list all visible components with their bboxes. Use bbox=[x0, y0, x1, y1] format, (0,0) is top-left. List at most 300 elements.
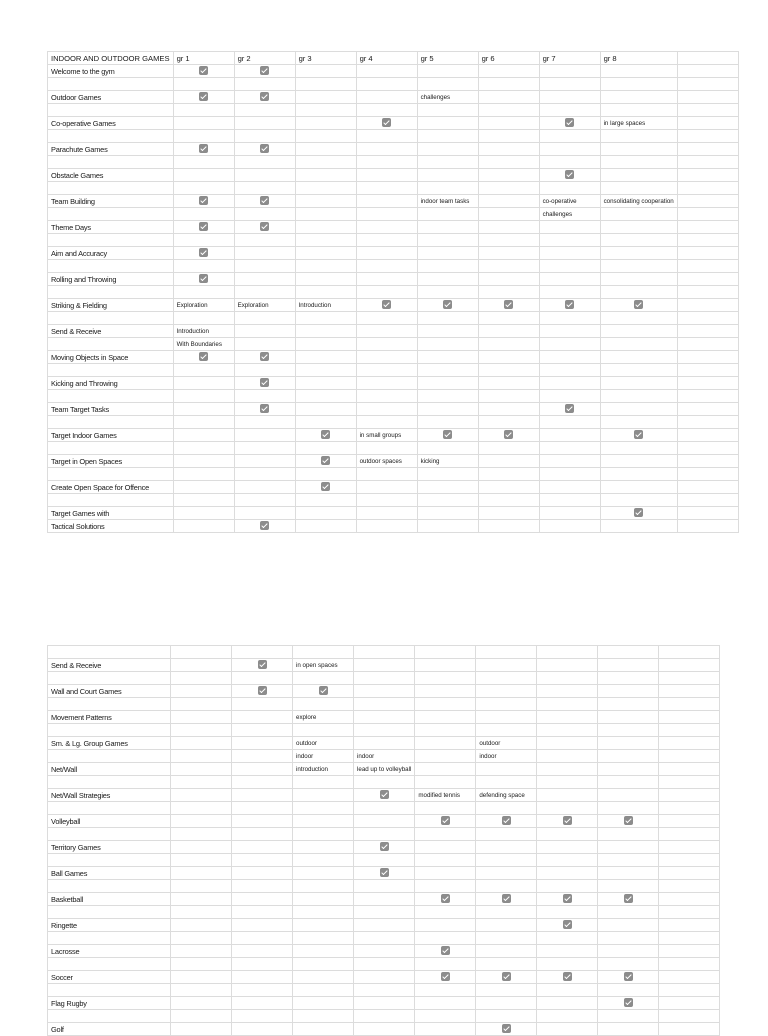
grade-cell bbox=[598, 802, 659, 815]
grade-cell bbox=[659, 659, 720, 672]
grade-cell bbox=[598, 685, 659, 698]
grade-cell bbox=[356, 78, 417, 91]
grade-cell bbox=[356, 104, 417, 117]
activity-name-cell: Sm. & Lg. Group Games bbox=[48, 737, 171, 750]
grade-cell bbox=[234, 455, 295, 468]
grade-cell: in open spaces bbox=[293, 659, 354, 672]
grade-cell: lead up to volleyball bbox=[354, 763, 415, 776]
grade-cell bbox=[476, 971, 537, 984]
activity-name-cell: Theme Days bbox=[48, 221, 174, 234]
grade-cell bbox=[415, 815, 476, 828]
grade-cell bbox=[232, 958, 293, 971]
grade-cell bbox=[600, 273, 677, 286]
grade-cell bbox=[295, 195, 356, 208]
table-row bbox=[48, 117, 739, 130]
grade-cell bbox=[478, 195, 539, 208]
grade-cell bbox=[356, 143, 417, 156]
grade-cell bbox=[171, 958, 232, 971]
grade-cell bbox=[356, 130, 417, 143]
table-row bbox=[48, 234, 739, 247]
column-header-gr2: gr 2 bbox=[234, 52, 295, 65]
grade-cell bbox=[677, 221, 738, 234]
table-row bbox=[48, 325, 739, 338]
grade-cell bbox=[537, 841, 598, 854]
grade-cell bbox=[478, 78, 539, 91]
column-header-gr1: gr 1 bbox=[173, 52, 234, 65]
grade-cell bbox=[171, 906, 232, 919]
activity-name-cell: Outdoor Games bbox=[48, 91, 174, 104]
grade-cell bbox=[295, 143, 356, 156]
grade-cell bbox=[295, 260, 356, 273]
activity-name-cell: Parachute Games bbox=[48, 143, 174, 156]
grade-cell bbox=[677, 195, 738, 208]
grade-cell bbox=[478, 520, 539, 533]
grade-cell bbox=[478, 468, 539, 481]
table-row bbox=[48, 416, 739, 429]
grade-cell bbox=[234, 481, 295, 494]
grade-cell bbox=[173, 494, 234, 507]
grade-cell bbox=[417, 442, 478, 455]
grade-cell: explore bbox=[293, 711, 354, 724]
table-row bbox=[48, 260, 739, 273]
grade-cell bbox=[295, 208, 356, 221]
grade-cell bbox=[295, 494, 356, 507]
table-row bbox=[48, 351, 739, 364]
grade-cell bbox=[476, 880, 537, 893]
grade-cell bbox=[415, 880, 476, 893]
grade-cell bbox=[659, 932, 720, 945]
table-row bbox=[48, 338, 739, 351]
grade-cell bbox=[659, 854, 720, 867]
grade-cell bbox=[354, 867, 415, 880]
grade-cell bbox=[232, 932, 293, 945]
grade-cell bbox=[293, 789, 354, 802]
grade-cell bbox=[234, 364, 295, 377]
grade-cell bbox=[539, 429, 600, 442]
checkbox-checked-icon bbox=[634, 300, 643, 309]
grade-cell bbox=[295, 273, 356, 286]
activity-name-cell: Movement Patterns bbox=[48, 711, 171, 724]
checkbox-checked-icon bbox=[502, 1024, 511, 1033]
checkbox-checked-icon bbox=[260, 378, 269, 387]
grade-cell bbox=[417, 182, 478, 195]
grade-cell: challenges bbox=[417, 91, 478, 104]
grade-cell bbox=[539, 260, 600, 273]
checkbox-checked-icon bbox=[380, 868, 389, 877]
grade-cell bbox=[478, 390, 539, 403]
grade-cell: in large spaces bbox=[600, 117, 677, 130]
grade-cell bbox=[677, 507, 738, 520]
activity-name-cell bbox=[48, 286, 174, 299]
checkbox-checked-icon bbox=[199, 222, 208, 231]
checkbox-checked-icon bbox=[321, 482, 330, 491]
grade-cell bbox=[232, 1010, 293, 1023]
grade-cell bbox=[354, 997, 415, 1010]
grade-cell bbox=[478, 507, 539, 520]
table-row bbox=[48, 737, 720, 750]
grade-cell bbox=[478, 338, 539, 351]
table-row bbox=[48, 945, 720, 958]
grade-cell bbox=[677, 91, 738, 104]
checkbox-checked-icon bbox=[441, 894, 450, 903]
checkbox-checked-icon bbox=[258, 686, 267, 695]
grade-cell bbox=[537, 828, 598, 841]
table-row bbox=[48, 455, 739, 468]
table-row bbox=[48, 429, 739, 442]
grade-cell bbox=[415, 997, 476, 1010]
grade-cell bbox=[234, 377, 295, 390]
table-row bbox=[48, 494, 739, 507]
table-row bbox=[48, 91, 739, 104]
grade-cell bbox=[539, 377, 600, 390]
grade-cell bbox=[539, 338, 600, 351]
grade-cell bbox=[598, 932, 659, 945]
grade-cell bbox=[415, 906, 476, 919]
grade-cell bbox=[598, 880, 659, 893]
column-header-gr6: gr 6 bbox=[478, 52, 539, 65]
grade-cell bbox=[293, 724, 354, 737]
grade-cell bbox=[232, 737, 293, 750]
checkbox-checked-icon bbox=[199, 248, 208, 257]
grade-cell bbox=[234, 195, 295, 208]
grade-cell bbox=[173, 234, 234, 247]
grade-cell bbox=[354, 919, 415, 932]
activity-name-cell: Target in Open Spaces bbox=[48, 455, 174, 468]
grade-cell bbox=[293, 646, 354, 659]
grade-cell bbox=[171, 841, 232, 854]
grade-cell bbox=[356, 507, 417, 520]
grade-cell bbox=[539, 507, 600, 520]
grade-cell bbox=[356, 260, 417, 273]
grade-cell bbox=[539, 442, 600, 455]
grade-cell bbox=[539, 468, 600, 481]
table-row bbox=[48, 520, 739, 533]
grade-cell bbox=[598, 646, 659, 659]
grade-cell bbox=[659, 828, 720, 841]
activity-name-cell bbox=[48, 260, 174, 273]
grade-cell bbox=[476, 932, 537, 945]
grade-cell bbox=[537, 815, 598, 828]
grade-cell bbox=[293, 971, 354, 984]
grade-cell bbox=[539, 117, 600, 130]
grade-cell bbox=[356, 65, 417, 78]
grade-cell bbox=[354, 932, 415, 945]
table-row bbox=[48, 169, 739, 182]
grade-cell bbox=[537, 724, 598, 737]
grade-cell bbox=[476, 763, 537, 776]
table-row bbox=[48, 880, 720, 893]
grade-cell bbox=[356, 195, 417, 208]
grade-cell bbox=[417, 156, 478, 169]
activity-name-cell bbox=[48, 906, 171, 919]
grade-cell bbox=[537, 997, 598, 1010]
grade-cell bbox=[476, 893, 537, 906]
grade-cell bbox=[539, 130, 600, 143]
grade-cell bbox=[356, 169, 417, 182]
grade-cell bbox=[173, 429, 234, 442]
activity-name-cell bbox=[48, 442, 174, 455]
grade-cell bbox=[234, 416, 295, 429]
grade-cell bbox=[537, 958, 598, 971]
activity-name-cell bbox=[48, 698, 171, 711]
grade-cell bbox=[600, 442, 677, 455]
activity-name-cell bbox=[48, 494, 174, 507]
grade-cell bbox=[659, 906, 720, 919]
grade-cell bbox=[677, 117, 738, 130]
grade-cell bbox=[677, 156, 738, 169]
grade-cell bbox=[677, 377, 738, 390]
grade-cell bbox=[659, 698, 720, 711]
grade-cell bbox=[476, 815, 537, 828]
grade-cell bbox=[415, 659, 476, 672]
grade-cell bbox=[677, 169, 738, 182]
grade-cell bbox=[478, 286, 539, 299]
grade-cell bbox=[598, 984, 659, 997]
checkbox-checked-icon bbox=[565, 300, 574, 309]
grade-cell bbox=[356, 247, 417, 260]
grade-cell bbox=[173, 481, 234, 494]
grade-cell bbox=[232, 815, 293, 828]
grade-cell: consolidating cooperation bbox=[600, 195, 677, 208]
activity-name-cell bbox=[48, 880, 171, 893]
grade-cell bbox=[478, 364, 539, 377]
checkbox-checked-icon bbox=[258, 660, 267, 669]
grade-cell bbox=[354, 971, 415, 984]
grade-cell bbox=[600, 468, 677, 481]
activity-name-cell: Send & Receive bbox=[48, 659, 171, 672]
grade-cell bbox=[232, 672, 293, 685]
grade-cell bbox=[293, 945, 354, 958]
grade-cell bbox=[293, 828, 354, 841]
column-header-gr8: gr 8 bbox=[600, 52, 677, 65]
activity-name-cell: Soccer bbox=[48, 971, 171, 984]
grade-cell bbox=[232, 854, 293, 867]
table-row bbox=[48, 815, 720, 828]
grade-cell bbox=[356, 182, 417, 195]
checkbox-checked-icon bbox=[199, 274, 208, 283]
grade-cell bbox=[539, 104, 600, 117]
grade-cell bbox=[171, 932, 232, 945]
grade-cell bbox=[173, 507, 234, 520]
grade-cell bbox=[598, 919, 659, 932]
grade-cell bbox=[234, 104, 295, 117]
grade-cell bbox=[417, 65, 478, 78]
table-row bbox=[48, 390, 739, 403]
grade-cell bbox=[537, 893, 598, 906]
grade-cell bbox=[478, 299, 539, 312]
grade-cell bbox=[234, 273, 295, 286]
grade-cell bbox=[476, 646, 537, 659]
grade-cell bbox=[293, 854, 354, 867]
grade-cell bbox=[295, 91, 356, 104]
activity-name-cell bbox=[48, 364, 174, 377]
grade-cell bbox=[234, 169, 295, 182]
grade-cell bbox=[295, 182, 356, 195]
grade-cell bbox=[171, 1023, 232, 1036]
grade-cell bbox=[417, 234, 478, 247]
column-header-gr7: gr 7 bbox=[539, 52, 600, 65]
grade-cell bbox=[600, 403, 677, 416]
table-row bbox=[48, 78, 739, 91]
grade-cell bbox=[537, 763, 598, 776]
table-row bbox=[48, 776, 720, 789]
table-row bbox=[48, 195, 739, 208]
table-row bbox=[48, 828, 720, 841]
table-row bbox=[48, 143, 739, 156]
grade-cell bbox=[171, 789, 232, 802]
grade-cell bbox=[356, 442, 417, 455]
grade-cell bbox=[295, 117, 356, 130]
grade-cell bbox=[659, 867, 720, 880]
activity-name-cell bbox=[48, 182, 174, 195]
grade-cell bbox=[173, 143, 234, 156]
checkbox-checked-icon bbox=[260, 521, 269, 530]
grade-cell bbox=[476, 1023, 537, 1036]
grade-cell bbox=[295, 65, 356, 78]
grade-cell bbox=[293, 906, 354, 919]
grade-cell bbox=[295, 169, 356, 182]
table-row bbox=[48, 364, 739, 377]
grade-cell bbox=[234, 325, 295, 338]
grade-cell bbox=[478, 455, 539, 468]
grade-cell bbox=[478, 234, 539, 247]
grade-cell bbox=[415, 802, 476, 815]
grade-cell bbox=[356, 286, 417, 299]
grade-cell bbox=[356, 351, 417, 364]
grade-cell: indoor team tasks bbox=[417, 195, 478, 208]
grade-cell bbox=[295, 377, 356, 390]
grade-cell bbox=[356, 273, 417, 286]
grade-cell bbox=[295, 130, 356, 143]
table-row bbox=[48, 984, 720, 997]
grade-cell bbox=[171, 919, 232, 932]
grade-cell bbox=[295, 286, 356, 299]
checkbox-checked-icon bbox=[624, 894, 633, 903]
grade-cell bbox=[171, 854, 232, 867]
table-row bbox=[48, 247, 739, 260]
grade-cell bbox=[356, 481, 417, 494]
grade-cell bbox=[476, 867, 537, 880]
grade-cell bbox=[354, 1023, 415, 1036]
grade-cell: outdoor bbox=[476, 737, 537, 750]
grade-cell bbox=[598, 1023, 659, 1036]
grade-cell bbox=[171, 945, 232, 958]
grade-cell bbox=[293, 672, 354, 685]
checkbox-checked-icon bbox=[502, 972, 511, 981]
grade-cell: co-operative bbox=[539, 195, 600, 208]
grade-cell bbox=[173, 520, 234, 533]
grade-cell bbox=[600, 520, 677, 533]
grade-cell bbox=[600, 260, 677, 273]
grade-cell bbox=[354, 854, 415, 867]
grade-cell bbox=[598, 958, 659, 971]
grade-cell bbox=[598, 698, 659, 711]
activity-name-cell: Striking & Fielding bbox=[48, 299, 174, 312]
grade-cell bbox=[417, 429, 478, 442]
checkbox-checked-icon bbox=[319, 686, 328, 695]
grade-cell bbox=[476, 828, 537, 841]
grade-cell bbox=[171, 893, 232, 906]
checkbox-checked-icon bbox=[260, 92, 269, 101]
grade-cell bbox=[234, 507, 295, 520]
grade-cell bbox=[356, 156, 417, 169]
checkbox-checked-icon bbox=[260, 404, 269, 413]
grade-cell: indoor bbox=[293, 750, 354, 763]
grade-cell bbox=[415, 711, 476, 724]
table-row bbox=[48, 867, 720, 880]
table-row bbox=[48, 958, 720, 971]
grade-cell bbox=[539, 273, 600, 286]
grade-cell bbox=[173, 364, 234, 377]
grade-cell bbox=[600, 130, 677, 143]
grade-cell bbox=[478, 221, 539, 234]
checkbox-checked-icon bbox=[199, 92, 208, 101]
grade-cell bbox=[677, 455, 738, 468]
grade-cell bbox=[293, 919, 354, 932]
activity-name-cell bbox=[48, 672, 171, 685]
grade-cell bbox=[232, 1023, 293, 1036]
table-row bbox=[48, 698, 720, 711]
grade-cell bbox=[539, 91, 600, 104]
checkbox-checked-icon bbox=[565, 170, 574, 179]
table-row bbox=[48, 130, 739, 143]
checkbox-checked-icon bbox=[260, 196, 269, 205]
grade-cell bbox=[677, 338, 738, 351]
grade-cell bbox=[677, 130, 738, 143]
grade-cell bbox=[354, 789, 415, 802]
table-row bbox=[48, 711, 720, 724]
grade-cell bbox=[478, 312, 539, 325]
grade-cell bbox=[478, 130, 539, 143]
grade-cell bbox=[478, 104, 539, 117]
table-body bbox=[48, 65, 739, 533]
grade-cell bbox=[476, 919, 537, 932]
grade-cell bbox=[234, 143, 295, 156]
grade-cell bbox=[600, 390, 677, 403]
column-header-gr3: gr 3 bbox=[295, 52, 356, 65]
grade-cell bbox=[539, 351, 600, 364]
grade-cell bbox=[295, 455, 356, 468]
grade-cell bbox=[537, 802, 598, 815]
grade-cell bbox=[295, 234, 356, 247]
grade-cell bbox=[232, 776, 293, 789]
grade-cell: defending space bbox=[476, 789, 537, 802]
activity-name-cell bbox=[48, 1010, 171, 1023]
grade-cell bbox=[476, 802, 537, 815]
grade-cell bbox=[677, 78, 738, 91]
grade-cell bbox=[415, 750, 476, 763]
grade-cell bbox=[415, 971, 476, 984]
activity-name-cell bbox=[48, 338, 174, 351]
grade-cell bbox=[293, 841, 354, 854]
grade-cell bbox=[677, 182, 738, 195]
grade-cell bbox=[537, 867, 598, 880]
grade-cell bbox=[478, 351, 539, 364]
grade-cell bbox=[598, 724, 659, 737]
grade-cell bbox=[232, 646, 293, 659]
grade-cell bbox=[677, 494, 738, 507]
activity-name-cell: Send & Receive bbox=[48, 325, 174, 338]
grade-cell bbox=[539, 234, 600, 247]
activity-name-cell bbox=[48, 828, 171, 841]
activity-name-cell: Lacrosse bbox=[48, 945, 171, 958]
grade-cell bbox=[659, 893, 720, 906]
grade-cell bbox=[417, 208, 478, 221]
grade-cell bbox=[354, 698, 415, 711]
grade-cell bbox=[476, 698, 537, 711]
grade-cell bbox=[478, 91, 539, 104]
grade-cell bbox=[415, 1023, 476, 1036]
